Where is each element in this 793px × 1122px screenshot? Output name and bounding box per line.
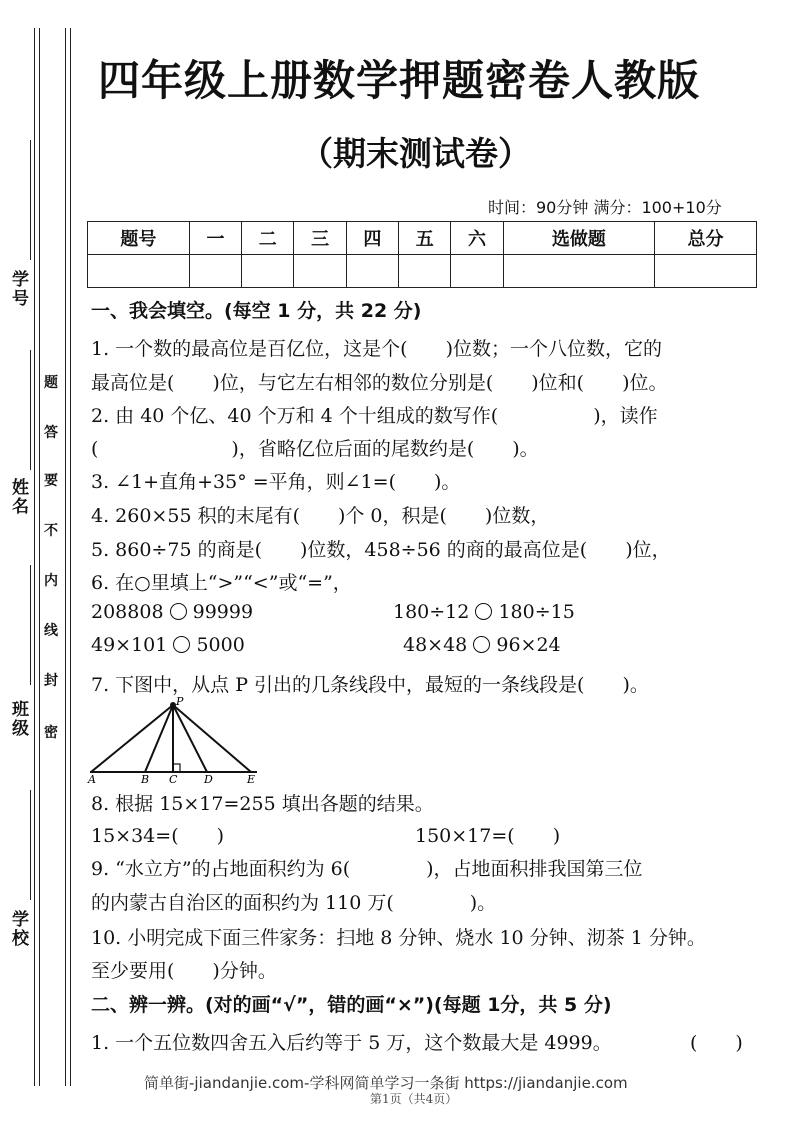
score-header-cell: 四 <box>346 222 398 255</box>
seal-char: 密 <box>44 725 58 741</box>
label-e: E <box>247 773 256 783</box>
score-header-cell: 二 <box>242 222 294 255</box>
label-name: 姓名 <box>8 478 28 516</box>
score-table <box>87 221 757 288</box>
name-blank[interactable] <box>30 350 31 470</box>
q8-item: 150×17=( ) <box>415 825 561 847</box>
label-c: C <box>169 773 178 783</box>
score-table-header-row <box>88 222 757 255</box>
score-header-cell: 题号 <box>88 222 190 255</box>
page-subtitle: （期末测试卷） <box>300 134 531 173</box>
label-b: B <box>141 773 150 783</box>
score-header-cell: 五 <box>399 222 451 255</box>
score-input-cell[interactable] <box>346 255 398 288</box>
question-line: 10. 小明完成下面三件家务：扫地 8 分钟、烧水 10 分钟、沏茶 1 分钟。 <box>91 927 706 949</box>
question-line: 9. “水立方”的占地面积约为 6( )，占地面积排我国第三位 <box>91 858 643 880</box>
segment-pd <box>173 705 207 772</box>
segments-figure <box>85 697 270 783</box>
compare-right: 99999 <box>192 601 254 623</box>
score-input-cell[interactable] <box>655 255 757 288</box>
margin-line-inner-2 <box>70 28 71 1086</box>
seal-char: 封 <box>44 673 58 689</box>
question-line: 最高位是( )位，与它左右相邻的数位分别是( )位和( )位。 <box>91 372 668 394</box>
label-class: 班级 <box>8 700 28 738</box>
score-input-cell[interactable] <box>503 255 654 288</box>
compare-right: 96×24 <box>496 634 561 656</box>
compare-left: 49×101 <box>91 634 168 656</box>
question-line: 的内蒙古自治区的面积约为 110 万( )。 <box>91 892 497 914</box>
label-a: A <box>88 773 96 783</box>
section2-heading: 二、辨一辨。(对的画“√”，错的画“×”)(每题 1分，共 5 分) <box>91 994 612 1016</box>
score-header-cell: 选做题 <box>503 222 654 255</box>
compare-right: 5000 <box>196 634 245 656</box>
seal-char: 题 <box>44 375 58 391</box>
question-line: 4. 260×55 积的末尾有( )个 0，积是( )位数， <box>91 505 550 527</box>
question-line: ( )，省略亿位后面的尾数约是( )。 <box>91 438 539 460</box>
segment-pb <box>145 705 173 772</box>
score-header-cell: 一 <box>189 222 241 255</box>
margin-line-outer-2 <box>39 28 40 1086</box>
seal-char: 答 <box>44 425 58 441</box>
question-line: 7. 下图中，从点 P 引出的几条线段中，最短的一条线段是( )。 <box>91 674 649 696</box>
time-info: 时间：90分钟 满分：100+10分 <box>488 198 722 217</box>
compare-item <box>393 601 575 623</box>
watermark-text: 简单街-jiandanjie.com-学科网简单学习一条街 https://jiandanjie.com <box>144 1074 628 1092</box>
right-angle-mark <box>173 764 180 772</box>
question-line: 2. 由 40 个亿、40 个万和 4 个十组成的数写作( )，读作 <box>91 405 658 427</box>
seal-char: 线 <box>44 623 58 639</box>
question-line: 6. 在○里填上“>”“<”或“=”， <box>91 572 352 594</box>
score-header-cell: 总分 <box>655 222 757 255</box>
page-title: 四年级上册数学押题密卷人教版 <box>98 56 701 105</box>
segment-pa <box>91 705 173 772</box>
q8-item: 15×34=( ) <box>91 825 225 847</box>
score-input-cell[interactable] <box>451 255 503 288</box>
compare-circle[interactable] <box>473 636 490 653</box>
score-header-cell: 六 <box>451 222 503 255</box>
compare-left: 180÷12 <box>393 601 470 623</box>
seal-char: 不 <box>44 523 58 539</box>
score-table-input-row <box>88 255 757 288</box>
compare-left: 208808 <box>91 601 164 623</box>
compare-circle[interactable] <box>173 636 190 653</box>
question-line: 1. 一个数的最高位是百亿位，这是个( )位数；一个八位数，它的 <box>91 338 662 360</box>
compare-item <box>91 601 253 623</box>
answer-paren[interactable]: ( ) <box>690 1032 743 1054</box>
section1-heading: 一、我会填空。(每空 1 分，共 22 分) <box>91 300 422 322</box>
score-header-cell: 三 <box>294 222 346 255</box>
label-p: P <box>176 697 184 708</box>
score-input-cell[interactable] <box>294 255 346 288</box>
label-student-no: 学号 <box>8 270 28 308</box>
compare-right: 180÷15 <box>498 601 575 623</box>
class-blank[interactable] <box>30 565 31 685</box>
compare-item <box>403 634 561 656</box>
compare-left: 48×48 <box>403 634 468 656</box>
question-line: 3. ∠1+直角+35° =平角，则∠1=( )。 <box>91 471 461 493</box>
compare-circle[interactable] <box>475 603 492 620</box>
score-input-cell[interactable] <box>242 255 294 288</box>
score-input-cell[interactable] <box>88 255 190 288</box>
compare-circle[interactable] <box>170 603 187 620</box>
question-line: 8. 根据 15×17=255 填出各题的结果。 <box>91 793 434 815</box>
label-d: D <box>204 773 213 783</box>
question-line: 1. 一个五位数四舍五入后约等于 5 万，这个数最大是 4999。 <box>91 1032 612 1054</box>
segment-pe <box>173 705 251 772</box>
question-line: 5. 860÷75 的商是( )位数，458÷56 的商的最高位是( )位， <box>91 539 671 561</box>
compare-item <box>91 634 245 656</box>
student-no-blank[interactable] <box>30 140 31 260</box>
score-input-cell[interactable] <box>189 255 241 288</box>
score-input-cell[interactable] <box>399 255 451 288</box>
margin-line-outer-1 <box>34 28 35 1086</box>
seal-char: 要 <box>44 473 58 489</box>
school-blank[interactable] <box>30 790 31 900</box>
page-number: 第1页（共4页） <box>370 1092 458 1106</box>
question-line: 至少要用( )分钟。 <box>91 960 277 982</box>
label-school: 学校 <box>8 910 28 948</box>
margin-line-inner-1 <box>65 28 66 1086</box>
seal-char: 内 <box>44 573 58 589</box>
